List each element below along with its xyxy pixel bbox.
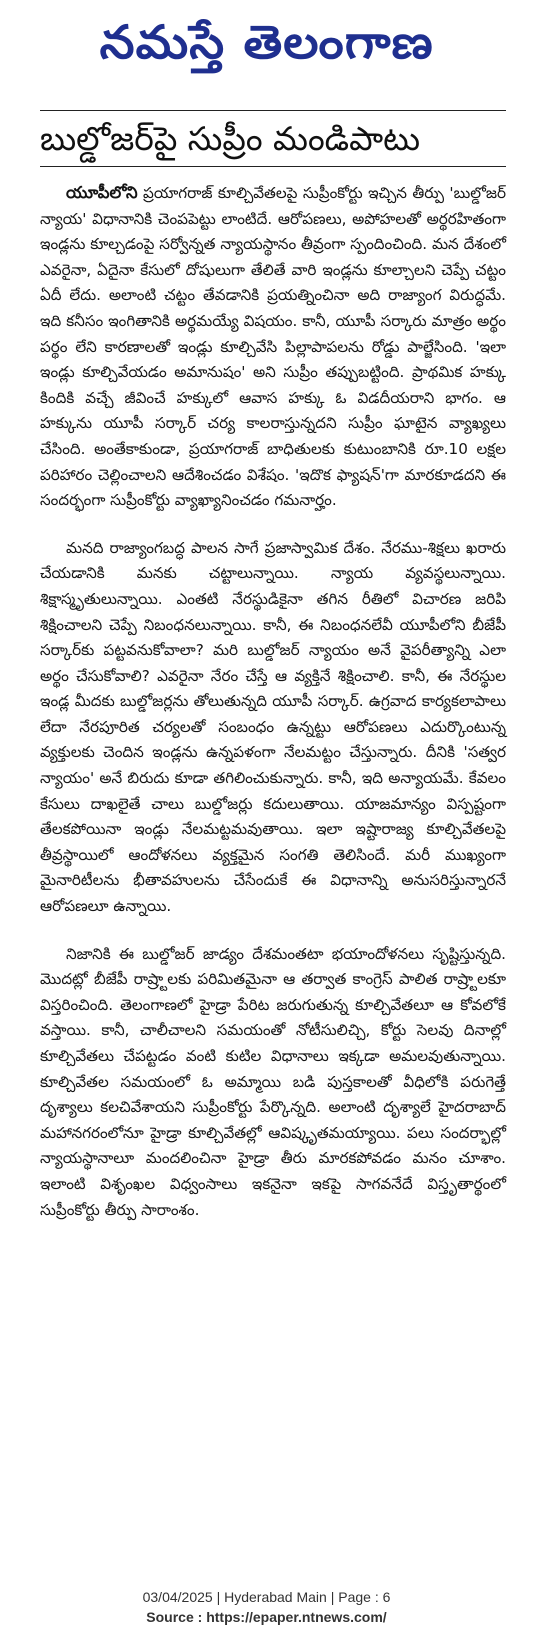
- article-paragraph-2: మనది రాజ్యాంగబద్ధ పాలన సాగే ప్రజాస్వామిక దేశం. నేరము-శిక్షలు ఖరారు చేయడానికి మనకు చట్టాలున్నాయి. న్యాయ వ్యవస్థలున్నాయి. శిక్షాస్మృతులున్నాయి. ఎంతటి నేరస్థుడికైనా తగిన రీతిలో విచారణ జరిపి శిక్షించాలని చెప్పే నిబంధనలున్నాయి. కానీ, ఈ నిబంధనలేవీ యూపీలోని బీజేపీ సర్కార్‌కు పట్టవనుకోవాలా? మరి బుల్డోజర్ న్యాయం అనే వైపరీత్యాన్ని ఎలా అర్థం చేసుకోవాలి? ఎవరైనా నేరం చేస్తే ఆ వ్యక్తినే శిక్షించాలి. కానీ, ఈ నేరస్థుల ఇండ్ల మీదకు బుల్డోజర్లను తోలుతున్నది యూపీ సర్కార్. ఉగ్రవాద కార్యకలాపాలు లేదా నేరపూరిత చర్యలతో సంబంధం ఉన్నట్టు ఆరోపణలు ఎదుర్కొంటున్న వ్యక్తులకు చెందిన ఇండ్లను ఉన్నపళంగా నేలమట్టం చేస్తున్నారు. దీనికి 'సత్వర న్యాయం' అనే బిరుదు కూడా తగిలించుకున్నారు. కానీ, ఇది అన్యాయమే. కేవలం కేసులు దాఖలైతే చాలు బుల్డోజర్లు కదులుతాయి. యాజమాన్యం విస్పష్టంగా తేలకపోయినా ఇండ్లు నేలమట్టమవుతాయి. ఇలా ఇష్టారాజ్య కూల్చివేతలపై తీవ్రస్థాయిలో ఆందోళనలు వ్యక్తమైన సంగతి తెలిసిందే. మరీ ముఖ్యంగా మైనారిటీలను భీతావహులను చేసేందుకే ఈ విధానాన్ని అనుసరిస్తున్నారనే ఆరోపణలూ ఉన్నాయి.: [40, 538, 506, 916]
- newspaper-masthead: [0, 8, 533, 76]
- article-lead-word: యూపీలోని: [66, 183, 138, 202]
- article-body: [40, 180, 506, 1245]
- article-paragraph-3: నిజానికి ఈ బుల్డోజర్ జాడ్యం దేశమంతటా భయాందోళనలు సృష్టిస్తున్నది. మొదట్లో బీజేపీ రాష్ర్టాలకు పరిమితమైనా ఆ తర్వాత కాంగ్రెస్ పాలిత రాష్ర్టాలకూ విస్తరించింది. తెలంగాణలో హైడ్రా పేరిట జరుగుతున్న కూల్చివేతలూ ఆ కోవలోకే వస్తాయి. కానీ, చాలీచాలని సమయంతో నోటీసులిచ్చి, కోర్టు సెలవు దినాల్లో కూల్చివేతలు చేపట్టడం వంటి కుటిల విధానాలు ఇక్కడా అమలవుతున్నాయి. కూల్చివేతల సమయంలో ఓ అమ్మాయి బడి పుస్తకాలతో వీధిలోకి పరుగెత్తే దృశ్యాలు కలచివేశాయని సుప్రీంకోర్టు పేర్కొన్నది. అలాంటి దృశ్యాలే హైదరాబాద్ మహానగరంలోనూ హైడ్రా కూల్చివేతల్లో ఆవిష్కృతమయ్యాయి. పలు సందర్భాల్లో న్యాయస్థానాలూ మందలించినా హైడ్రా తీరు మారకపోవడం మనం చూశాం. ఇలాంటి విశృంఖల విధ్వంసాలు ఇకనైనా ఇకపై సాగవనేదే విస్తృతార్థంలో సుప్రీంకోర్టు తీర్పు సారాంశం.: [40, 944, 506, 1219]
- source-info: Source : https://epaper.ntnews.com/: [146, 1609, 387, 1625]
- article-paragraph-1-text: ప్రయాగరాజ్ కూల్చివేతలపై సుప్రీంకోర్టు ఇచ్చిన తీర్పు 'బుల్డోజర్ న్యాయ' విధానానికి చెంపపెట్టు లాంటిదే. ఆరోపణలు, అపోహలతో అర్థరహితంగా ఇండ్లను కూల్చడంపై సర్వోన్నత న్యాయస్థానం తీవ్రంగా స్పందించింది. మన దేశంలో ఎవరైనా, ఏదైనా కేసులో దోషులుగా తేలితే వారి ఇండ్లను కూల్చాలని చెప్పే చట్టం ఏదీ లేదు. అలాంటి చట్టం తేవడానికి ప్రయత్నించినా అది రాజ్యాంగ విరుద్ధమే. ఇది కనీసం ఇంగితానికి అర్థమయ్యే విషయం. కానీ, యూపీ సర్కారు మాత్రం అర్థం పర్థం లేని కారణాలతో ఇండ్లు కూల్చివేసి పిల్లాపాపలను రోడ్డు పాల్జేసింది. 'ఇలా ఇండ్లు కూల్చివేయడం అమానుషం' అని సుప్రీం తప్పుబట్టింది. ప్రాథమిక హక్కు కిందికి వచ్చే జీవించే హక్కులో ఆవాస హక్కు ఓ విడదీయరాని భాగం. ఆ హక్కును యూపీ సర్కార్ చర్య కాలరాస్తున్నదని సుప్రీం ఘాటైన వ్యాఖ్యలు చేసింది. అంతేకాకుండా, ప్రయాగరాజ్ బాధితులకు కుటుంబానికి రూ.10 లక్షల పరిహారం చెల్లించాలని ఆదేశించడం విశేషం. 'ఇదొక ఫ్యాషన్'గా మారకూడదని ఈ సందర్భంగా సుప్రీంకోర్టు వ్యాఖ్యానించడం గమనార్హం.: [40, 184, 506, 510]
- article-paragraph-1: [40, 180, 506, 514]
- masthead-title: నమస్తే తెలంగాణ: [99, 15, 434, 69]
- article-headline: బుల్డోజర్‌పై సుప్రీం మండిపాటు: [40, 119, 421, 158]
- edition-info: 03/04/2025 | Hyderabad Main | Page : 6: [142, 1589, 391, 1605]
- headline-top-rule: [40, 110, 506, 111]
- headline-bottom-rule: [40, 166, 506, 167]
